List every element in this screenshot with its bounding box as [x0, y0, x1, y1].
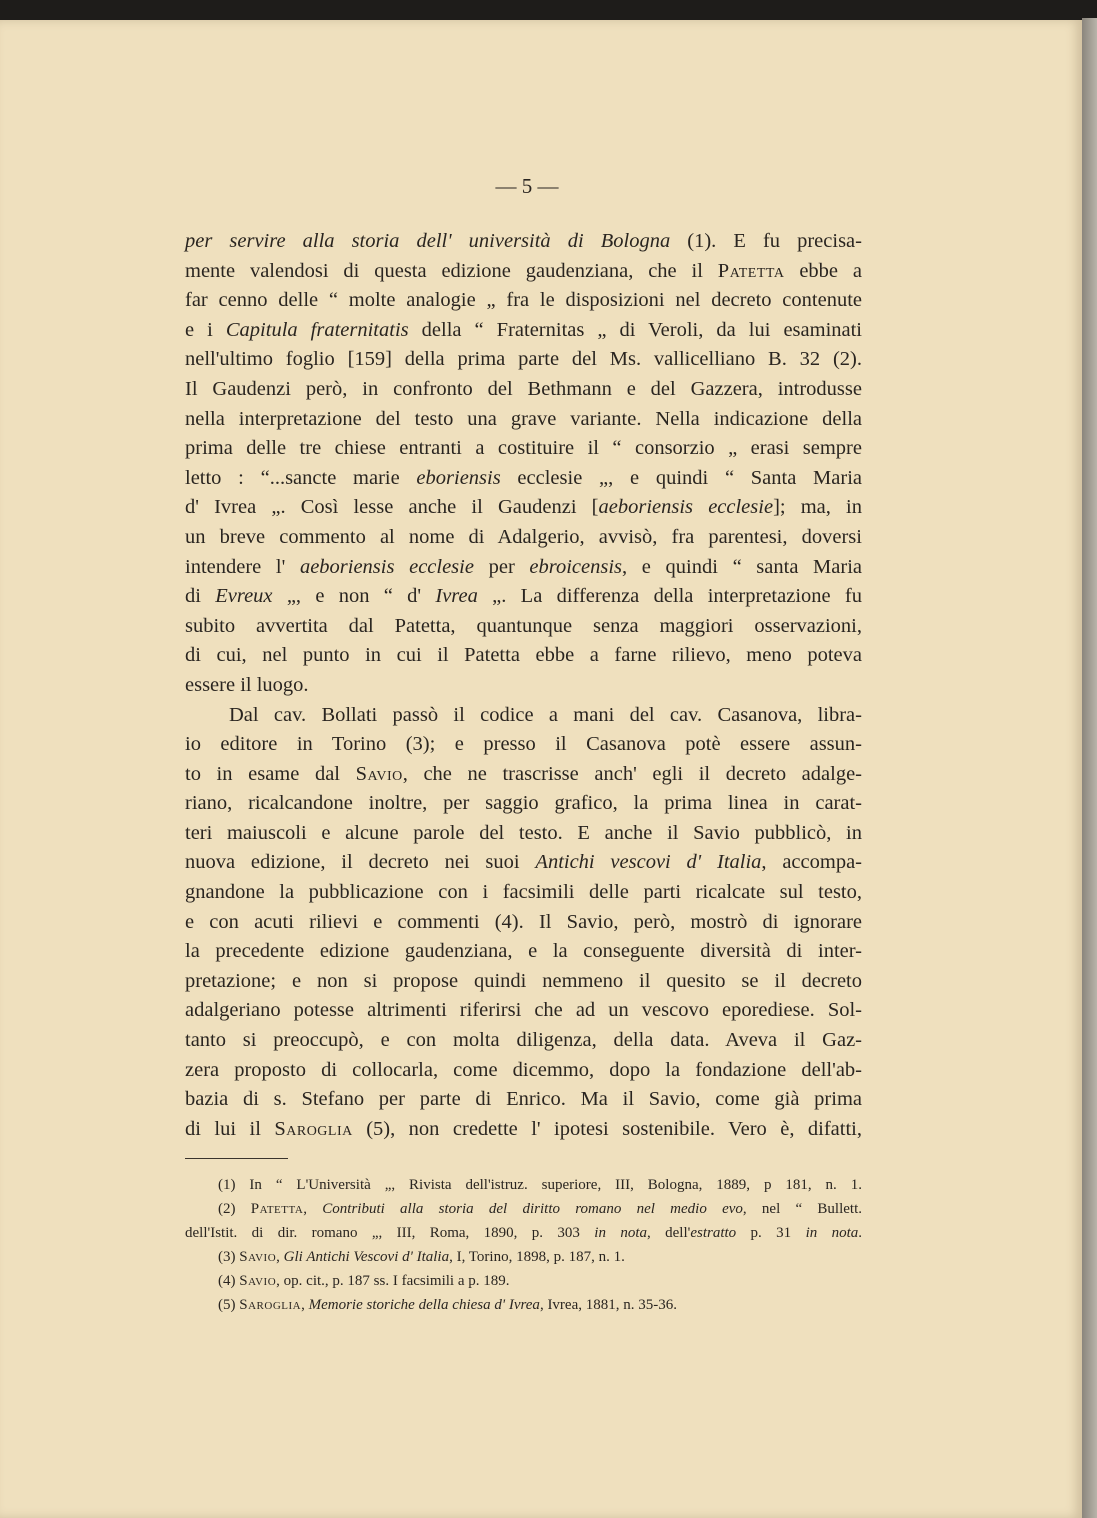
text-run: nuova edizione, il decreto nei suoi: [185, 851, 536, 874]
footnote-line: [185, 1197, 862, 1221]
italic-text: per servire alla storia dell' università di Bologna: [185, 230, 671, 252]
italic-text: eboriensis: [416, 466, 501, 489]
text-run: to in esame dal: [185, 762, 356, 785]
text-run: ecclesie „, e quindi “ Santa Maria: [500, 466, 862, 489]
text-run: io editore in Torino (3); e presso il Casanova potè essere assun-: [185, 733, 862, 756]
footnote-line: [185, 1173, 862, 1197]
text-line: [185, 523, 862, 553]
small-caps-name: Savio: [355, 762, 403, 785]
text-run: , nel “ Bullett.: [742, 1201, 862, 1217]
page-edge: [1082, 18, 1097, 1518]
text-run: pretazione; e non si propose quindi nemmeno il quesito se il decreto: [185, 969, 862, 992]
small-caps-name: Patetta: [717, 259, 785, 282]
text-run: di: [185, 585, 216, 608]
text-run: per: [473, 555, 530, 578]
small-caps-name: Saroglia: [274, 1117, 353, 1140]
text-run: d' Ivrea „. Così lesse anche il Gaudenzi [: [185, 496, 599, 519]
text-run: subito avvertita dal Patetta, quantunque senza maggiori osservazioni,: [185, 614, 862, 637]
italic-text: Evreux: [215, 585, 273, 608]
text-run: far cenno delle “ molte analogie „ fra le disposizioni nel decreto contenute: [185, 289, 862, 312]
text-run: , e quindi “ santa Maria: [622, 555, 863, 578]
text-run: adalgeriano potesse altrimenti riferirsi che ad un vescovo eporediese. Sol-: [185, 999, 862, 1022]
text-run: (5): [218, 1297, 240, 1313]
text-run: essere il luogo.: [185, 673, 309, 696]
text-run: „, e non “ d': [272, 585, 436, 608]
text-run: tanto si preoccupò, e con molta diligenza, della data. Aveva il Gaz-: [185, 1029, 862, 1052]
text-run: .: [858, 1225, 863, 1241]
text-run: mente valendosi di questa edizione gaudenziana, che il: [185, 259, 718, 282]
text-run: p. 31: [736, 1225, 806, 1241]
text-run: della “ Fraternitas „ di Veroli, da lui esaminati: [408, 318, 863, 341]
italic-text: aeboriensis ecclesie: [299, 555, 474, 578]
text-line: [185, 612, 862, 642]
small-caps-name: Savio: [239, 1273, 277, 1289]
text-run: zera proposto di collocarla, come dicemmo, dopo la fondazione dell'ab-: [185, 1058, 862, 1081]
text-run: teri maiuscoli e alcune parole del testo. E anche il Savio pubblicò, in: [185, 821, 862, 844]
text-line: [185, 345, 862, 375]
text-line: [185, 1115, 862, 1145]
text-line: [185, 257, 862, 287]
text-line: [185, 819, 862, 849]
text-line: [185, 937, 862, 967]
italic-text: Capitula fraternitatis: [225, 318, 409, 341]
text-run: , I, Torino, 1898, p. 187, n. 1.: [449, 1249, 625, 1265]
text-line: [185, 1056, 862, 1086]
text-run: ebbe a: [784, 259, 862, 282]
scanned-page: [0, 20, 1082, 1518]
text-run: , dell': [647, 1225, 691, 1241]
text-run: e i: [185, 318, 226, 341]
footnote-line: [185, 1221, 862, 1245]
text-run: (4): [218, 1273, 240, 1289]
text-run: ,: [303, 1201, 323, 1217]
text-line: [185, 405, 862, 435]
text-line: [185, 967, 862, 997]
footnote-separator: [185, 1158, 288, 1159]
text-run: gnandone la pubblicazione con i facsimili delle parti ricalcate sul testo,: [185, 881, 862, 904]
text-line: [185, 789, 862, 819]
footnote-line: [185, 1245, 862, 1269]
text-line: [185, 286, 862, 316]
text-run: dell'Istit. di dir. romano „, III, Roma, 1890, p. 303: [185, 1225, 595, 1241]
text-run: (3): [218, 1249, 240, 1265]
text-line: [185, 760, 862, 790]
text-run: ,: [301, 1297, 309, 1313]
text-run: nella interpretazione del testo una grave variante. Nella indicazione della: [185, 407, 862, 430]
text-line: [185, 848, 862, 878]
italic-text: in nota: [805, 1225, 859, 1241]
italic-text: ebroicensis: [529, 555, 623, 578]
text-run: ,: [276, 1249, 284, 1265]
small-caps-name: Saroglia: [239, 1297, 302, 1313]
main-text: [185, 227, 862, 1144]
italic-text: Ivrea: [435, 585, 478, 608]
text-line: [185, 878, 862, 908]
text-run: di cui, nel punto in cui il Patetta ebbe a farne rilievo, meno poteva: [185, 644, 862, 667]
text-run: riano, ricalcandone inoltre, per saggio grafico, la prima linea in carat-: [185, 792, 862, 815]
text-run: Il Gaudenzi però, in confronto del Bethmann e del Gazzera, introdusse: [185, 377, 862, 400]
text-run: la precedente edizione gaudenziana, e la conseguente diversità di inter-: [185, 940, 862, 963]
text-line: [185, 1085, 862, 1115]
text-run: (1). E fu precisa-: [670, 230, 862, 252]
text-line: [185, 730, 862, 760]
italic-text: estratto: [690, 1225, 737, 1241]
text-line: [185, 701, 862, 731]
text-run: Dal cav. Bollati passò il codice a mani del cav. Casanova, libra-: [229, 703, 862, 726]
text-run: e con acuti rilievi e commenti (4). Il Savio, però, mostrò di ignorare: [185, 910, 862, 933]
text-run: (5), non credette l' ipotesi sostenibile. Vero è, difatti,: [352, 1117, 862, 1140]
text-line: [185, 464, 862, 494]
italic-text: Antichi vescovi d' Italia: [535, 851, 762, 874]
small-caps-name: Patetta: [250, 1201, 304, 1217]
italic-text: Contributi alla storia del diritto romano nel medio evo: [322, 1201, 743, 1217]
text-run: , Ivrea, 1881, n. 35-36.: [539, 1297, 677, 1313]
page-number: — 5 —: [495, 174, 559, 198]
text-run: , accompa-: [761, 851, 863, 874]
text-line: [185, 434, 862, 464]
text-run: „. La differenza della interpretazione fu: [477, 585, 862, 608]
footnote-line: [185, 1293, 862, 1317]
text-line: [185, 996, 862, 1026]
footnotes: [185, 1173, 862, 1317]
text-line: [185, 671, 862, 701]
text-line: [185, 641, 862, 671]
text-run: ]; ma, in: [773, 496, 863, 519]
italic-text: aeboriensis ecclesie: [598, 496, 774, 519]
small-caps-name: Savio: [239, 1249, 277, 1265]
text-run: , op. cit., p. 187 ss. I facsimili a p. 189.: [276, 1273, 510, 1289]
italic-text: Gli Antichi Vescovi d' Italia: [283, 1249, 450, 1265]
text-run: nell'ultimo foglio [159] della prima parte del Ms. vallicelliano B. 32 (2).: [185, 348, 862, 371]
text-run: , che ne trascrisse anch' egli il decreto adalge-: [402, 762, 863, 785]
text-line: [185, 582, 862, 612]
text-line: [185, 227, 862, 257]
text-run: (1) In “ L'Università „, Rivista dell'istruz. superiore, III, Bologna, 1889, p 181, n. 1.: [218, 1177, 862, 1193]
text-run: intendere l': [185, 555, 300, 578]
text-line: [185, 553, 862, 583]
footnote-line: [185, 1269, 862, 1293]
text-run: prima delle tre chiese entranti a costituire il “ consorzio „ erasi sempre: [185, 437, 862, 460]
text-line: [185, 375, 862, 405]
text-line: [185, 493, 862, 523]
text-line: [185, 908, 862, 938]
text-run: letto : “...sancte marie: [185, 466, 417, 489]
italic-text: Memorie storiche della chiesa d' Ivrea: [308, 1297, 540, 1313]
text-run: un breve commento al nome di Adalgerio, avvisò, fra parentesi, doversi: [185, 525, 862, 548]
italic-text: in nota: [594, 1225, 648, 1241]
text-line: [185, 1026, 862, 1056]
text-line: [185, 316, 862, 346]
text-run: di lui il: [185, 1117, 275, 1140]
text-run: bazia di s. Stefano per parte di Enrico. Ma il Savio, come già prima: [185, 1088, 862, 1111]
text-run: (2): [218, 1201, 251, 1217]
